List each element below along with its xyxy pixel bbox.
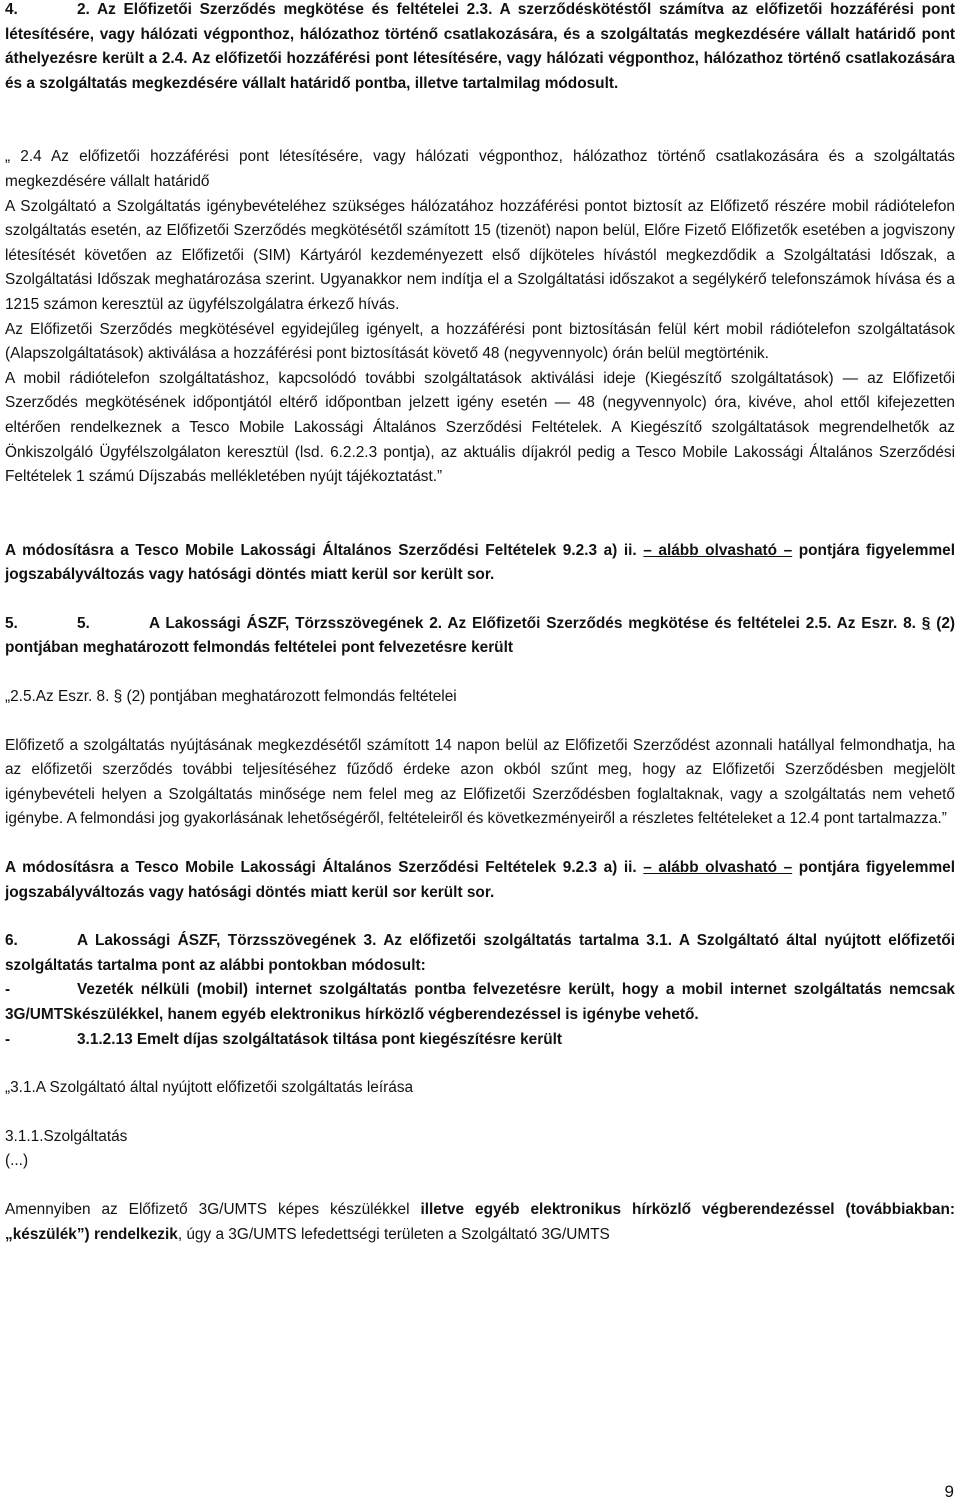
section-4-paragraph — [5, 0, 955, 96]
quote-2-4-heading — [5, 145, 955, 194]
modification-note-2 — [5, 856, 955, 905]
section-4-number: 4. — [5, 1, 18, 18]
quote-3-last-paragraph — [5, 1198, 955, 1247]
modification-note-1-b: – alább olvasható – — [643, 541, 793, 559]
quote-3-last-a: Amennyiben az Előfizető 3G/UMTS képes készülékkel — [5, 1200, 410, 1218]
quote-2-5-heading: „2.5.Az Eszr. 8. § (2) pontjában meghatározott felmondás feltételei — [5, 688, 457, 706]
section-6-bullet-2 — [5, 1028, 955, 1053]
section-6-number: 6. — [5, 932, 18, 950]
modification-note-1 — [5, 539, 955, 588]
modification-note-2-b: – alább olvasható – — [643, 859, 793, 877]
quote-2-4-para-3: A mobil rádiótelefon szolgáltatáshoz, kapcsolódó további szolgáltatások aktiválási ideje (Kiegészítő szolgáltatások) — az Előfizetői Szerződés megkötésének időpontjától eltérő időpontban jelzett igény esetén — 48 (negyvennyolc) óra, kivéve, ahol ettől kifejezetten eltérően rendelkeznek a Tesco Mobile Lakossági Általános Szerződési Feltételek. A Kiegészítő szolgáltatások megrendelhetők az Önkiszolgáló Ügyfélszolgálaton keresztül (lsd. 6.2.2.3 pontja), az aktuális díjakról pedig a Tesco Mobile Lakossági Általános Szerződési Feltételek 1 számú Díjszabás mellékletében nyújt tájékoztatást.” — [5, 369, 955, 486]
section-5-text-b: (2) pontjában meghatározott felmondás feltételei pont felvezetésre került — [5, 614, 955, 657]
bullet-dash: - — [5, 981, 11, 999]
quote-3-1-1-subheading: 3.1.1.Szolgáltatás — [5, 1127, 128, 1145]
quote-3-ellipsis: (...) — [5, 1152, 29, 1170]
section-6-bullet-2-text: 3.1.2.13 Emelt díjas szolgáltatások tiltása pont kiegészítésre került — [77, 1030, 563, 1048]
section-6-bullet-1-text: Vezeték nélküli (mobil) internet szolgáltatás pontba felvezetésre került, hogy a mobil internet szolgáltatás nemcsak 3G/UMTSkészülékkel, hanem egyéb elektronikus hírközlő végberendezéssel is igénybe vehető. — [5, 981, 955, 1023]
bullet-dash: - — [5, 1030, 11, 1048]
section-sign: § — [921, 614, 931, 632]
modification-note-2-c: pontjára figyelemmel jogszabályváltozás vagy hatósági döntés miatt kerül sor került sor. — [5, 859, 955, 901]
page-number: 9 — [944, 1482, 954, 1501]
modification-note-1-c: pontjára figyelemmel jogszabályváltozás vagy hatósági döntés miatt kerül sor került sor. — [5, 541, 955, 584]
section-6-bullet-1 — [5, 978, 955, 1027]
section-6-text: A Lakossági ÁSZF, Törzsszövegének 3. Az előfizetői szolgáltatás tartalma 3.1. A Szolgáltató által nyújtott előfizetői szolgáltatás tartalma pont az alábbi pontokban módosult: — [5, 932, 955, 974]
quote-3-last-d: , úgy a 3G/UMTS lefedettségi területen a Szolgáltató 3G/UMTS — [177, 1225, 610, 1243]
quote-2-4-prefix: „ 2.4 — [5, 148, 42, 166]
quote-2-4-para-1: A Szolgáltató a Szolgáltatás igénybevételéhez szükséges hálózatához hozzáférési pontot biztosít az Előfizető részére mobil rádiótelefon szolgáltatás esetén, az Előfizetői Szerződés megkötésétől számított 15 (tizenöt) napon belül, Előre Fizető Előfizetők esetében a jogviszony létesítését követően az Előfizetői (SIM) Kártyáról kezdeményezett első díjköteles hívástól megkezdődik a Szolgáltatási Időszak, a Szolgáltatási Időszak meghatározása szerint. Ugyanakkor nem indítja el a Szolgáltatási időszakot a segélykérő telefonszámok hívása és a 1215 számon keresztül az ügyfélszolgálatra érkező hívás. — [5, 197, 955, 313]
section-5-number: 5. — [5, 614, 18, 632]
quote-2-4-heading-text: Az előfizetői hozzáférési pont létesítésére, vagy hálózati végponthoz, hálózathoz történő csatlakozására és a szolgáltatás megkezdésére vállalt határidő — [5, 148, 955, 190]
quote-2-4-para-2: Az Előfizetői Szerződés megkötésével egyidejűleg igényelt, a hozzáférési pont biztosításán felül kért mobil rádiótelefon szolgáltatások (Alapszolgáltatások) aktiválása a hozzáférési pont biztosítását követő 48 (negyvennyolc) órán belül megtörténik. — [5, 320, 955, 363]
document-page — [5, 0, 955, 1247]
section-6-paragraph — [5, 929, 955, 978]
quote-3-1-heading: „3.1.A Szolgáltató által nyújtott előfizetői szolgáltatás leírása — [5, 1079, 414, 1097]
modification-note-1-a: A módosításra a Tesco Mobile Lakossági Általános Szerződési Feltételek 9.2.3 a) ii. — [5, 541, 637, 559]
quote-3-last-b: illetve egyéb elektronikus hírközlő végberendezéssel — [420, 1200, 835, 1218]
modification-note-2-a: A módosításra a Tesco Mobile Lakossági Általános Szerződési Feltételek 9.2.3 a) ii. — [5, 859, 637, 877]
section-5-subnumber: 5. — [77, 614, 90, 632]
quote-3-last-c: (továbbiakban: „készülék”) rendelkezik — [5, 1200, 955, 1243]
section-5-text-a: A Lakossági ÁSZF, Törzsszövegének 2. Az Előfizetői Szerződés megkötése és feltételei 2.5. Az Eszr. 8. — [149, 614, 916, 632]
quote-2-5-para: Előfizető a szolgáltatás nyújtásának megkezdésétől számított 14 napon belül az Előfizetői Szerződést azonnali hatállyal felmondhatja, ha az előfizetői szerződés további teljesítéséhez fűződő érdeke azon okból szűnt meg, hogy az Előfizetői Szerződésben megjelölt igénybevételi helyen a Szolgáltatás minősége nem felel meg az Előfizetői Szerződésben foglaltaknak, vagy a szolgáltatás nem vehető igénybe. A felmondási jog gyakorlásának lehetőségéről, feltételeiről és következményeiről a részletes feltételeket a 12.4 pont tartalmazza.” — [5, 736, 955, 828]
section-4-text: 2. Az Előfizetői Szerződés megkötése és feltételei 2.3. A szerződéskötéstől számítva az előfizetői hozzáférési pont létesítésére, vagy hálózati végponthoz, hálózathoz történő csatlakozására, és a szolgáltatás megkezdésére vállalt határidő pont áthelyezésre került a 2.4. Az előfizetői hozzáférési pont létesítésére, vagy hálózati végponthoz, hálózathoz történő csatlakozására és a szolgáltatás megkezdésére vállalt határidő pontba, illetve tartalmilag módosult. — [5, 1, 955, 92]
section-5-paragraph — [5, 612, 955, 661]
